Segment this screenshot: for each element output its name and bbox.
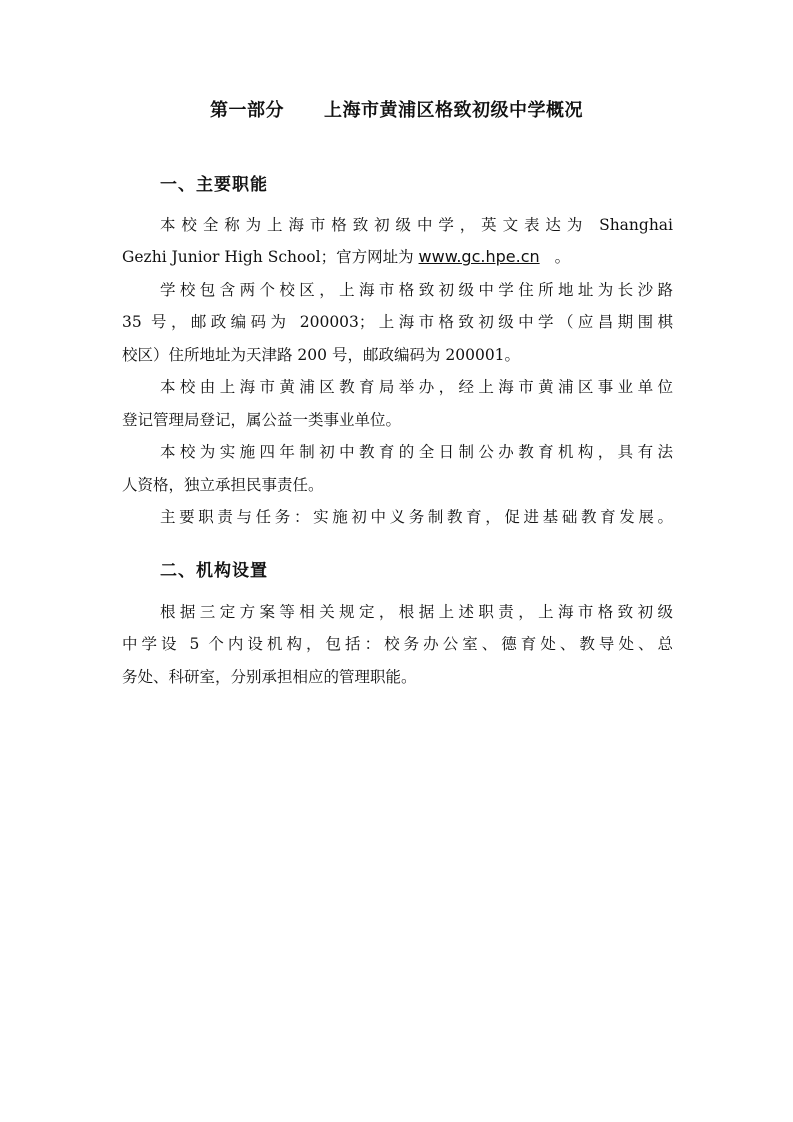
title-main-label: 上海市黄浦区格致初级中学概况 [324,100,583,121]
paragraph-line: 35 号，邮政编码为 200003；上海市格致初级中学（应昌期围棋 [122,313,673,331]
title-part-label: 第一部分 [210,100,284,121]
paragraph-line: 本校为实施四年制初中教育的全日制公办教育机构，具有法 [160,443,673,461]
section-heading-functions: 一、主要职能 [160,175,268,195]
paragraph-line-text: Gezhi Junior High School；官方网址为 [122,248,414,266]
paragraph-line: 本校全称为上海市格致初级中学，英文表达为 Shanghai [160,216,673,234]
section-heading-structure: 二、机构设置 [160,561,268,581]
page-title [0,96,793,122]
paragraph-line: 务处、科研室，分别承担相应的管理职能。 [122,668,417,686]
paragraph-line-with-link [122,246,570,268]
paragraph-line: 人资格，独立承担民事责任。 [122,476,324,494]
paragraph-line: 登记管理局登记，属公益一类事业单位。 [122,411,402,429]
official-website-link[interactable]: www.gc.hpe.cn [418,247,540,266]
paragraph-line: 学校包含两个校区，上海市格致初级中学住所地址为长沙路 [160,281,673,299]
paragraph-line-end: 。 [554,248,571,266]
paragraph-line: 主要职责与任务：实施初中义务制教育，促进基础教育发展。 [160,508,673,526]
paragraph-line: 本校由上海市黄浦区教育局举办，经上海市黄浦区事业单位 [160,378,673,396]
paragraph-line: 校区）住所地址为天津路 200 号，邮政编码为 200001。 [122,346,521,364]
paragraph-line: 中学设 5 个内设机构，包括：校务办公室、德育处、教导处、总 [122,635,673,653]
paragraph-line: 根据三定方案等相关规定，根据上述职责，上海市格致初级 [160,603,673,621]
